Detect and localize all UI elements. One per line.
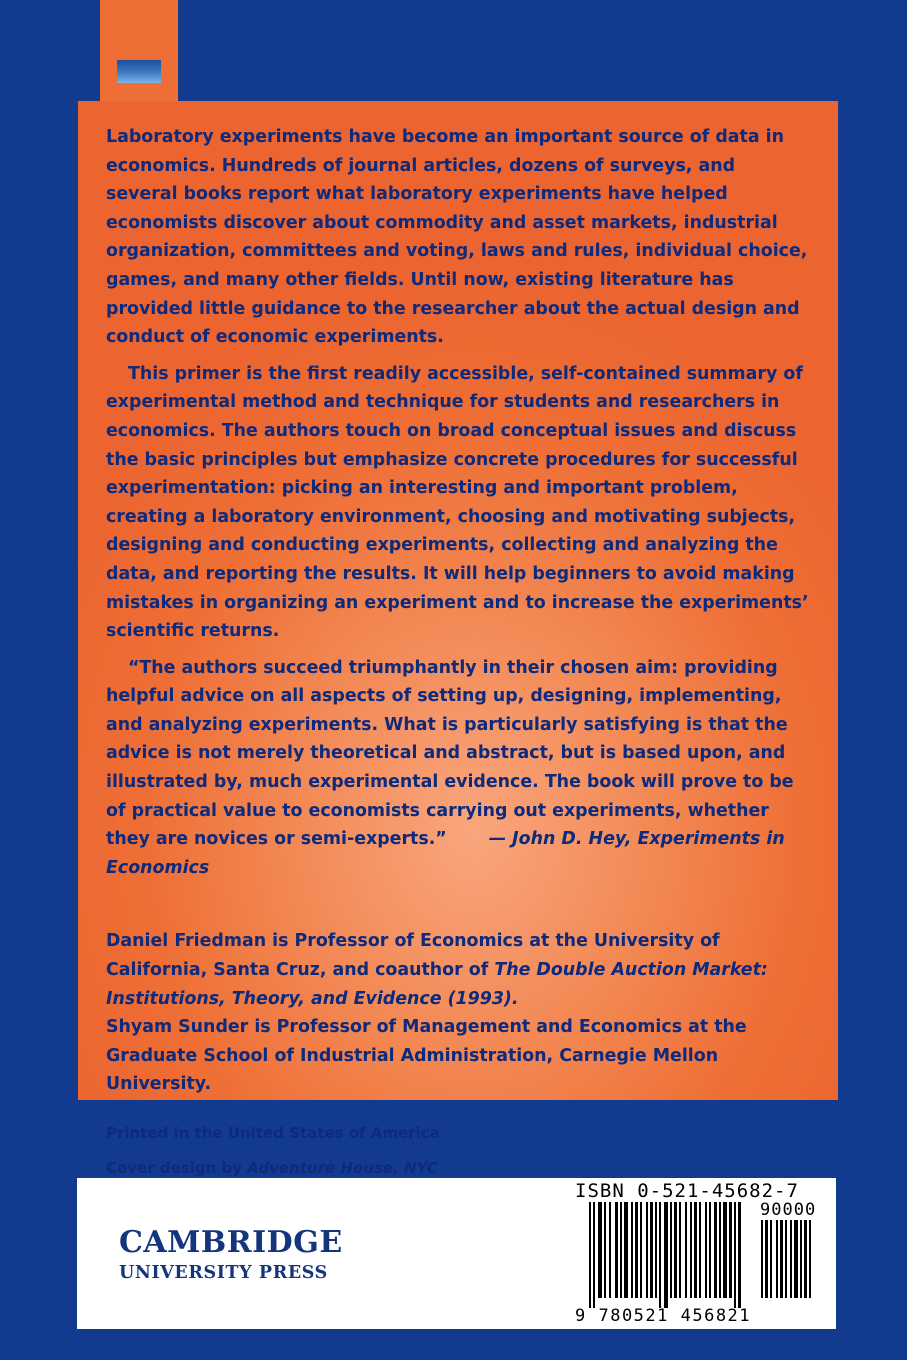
description-panel [78, 101, 838, 1177]
barcode-bar [646, 1202, 648, 1298]
barcode-bar [615, 1202, 618, 1298]
blurb-paragraph-2: This primer is the first readily accessible, self-contained summary of experimental method and technique for students and researchers in economics. The authors touch on broad conceptual issues and discuss the basic principles but emphasize concrete procedures for successful experimentation: picking an interesting and important problem, creating a laboratory environment, choosing and motivating subjects, designing and conducting experiments, collecting and analyzing the data, and reporting the results. It will help beginners to avoid making mistakes in organizing an experiment and to increase the experiments’ scientific returns. [106, 363, 809, 642]
publisher-name-line2: UNIVERSITY PRESS [119, 1263, 328, 1283]
barcode-bar [659, 1202, 661, 1308]
barcode-bar [709, 1202, 711, 1298]
barcode-bar [690, 1202, 692, 1298]
barcode-bar [699, 1202, 701, 1298]
barcode-bar [609, 1202, 611, 1298]
bio-friedman [106, 927, 810, 1013]
barcode-bar [679, 1202, 681, 1298]
barcode-block [575, 1178, 836, 1329]
barcode-bar [794, 1220, 798, 1298]
cover-design-credit [106, 1158, 810, 1178]
cover-design-label: Cover design by [106, 1159, 248, 1177]
barcode-bar [705, 1202, 707, 1298]
printed-in: Printed in the United States of America [106, 1124, 440, 1142]
isbn-text: ISBN 0-521-45682-7 [575, 1180, 799, 1202]
barcode-bar [694, 1202, 697, 1298]
barcode-bar [635, 1202, 638, 1298]
barcode-bar [640, 1202, 642, 1298]
barcode-bar [723, 1202, 727, 1298]
barcode-bar [790, 1220, 792, 1298]
barcode-bar [809, 1220, 811, 1298]
tab-gradient-swatch [117, 60, 161, 83]
author-bios [106, 927, 810, 1099]
ean-barcode [589, 1202, 757, 1308]
barcode-bar [624, 1202, 628, 1298]
barcode-bar [765, 1220, 768, 1298]
barcode-bar [589, 1202, 591, 1308]
barcode-bar [776, 1220, 778, 1298]
barcode-bar [719, 1202, 721, 1298]
barcode-bar [770, 1220, 772, 1298]
barcode-bar [729, 1202, 732, 1298]
publisher-strip [77, 1178, 836, 1329]
barcode-bar [655, 1202, 657, 1298]
barcode-bar [620, 1202, 622, 1298]
barcode-bar [598, 1202, 602, 1298]
review-quote [106, 654, 810, 883]
cover-top-tab [100, 0, 178, 102]
barcode-bar [670, 1202, 672, 1298]
barcode-bar [685, 1202, 687, 1298]
bio-sunder: Shyam Sunder is Professor of Management and Economics at the Graduate School of Industrial Administration, Carnegie Mellon University. [106, 1017, 747, 1095]
barcode-bar [664, 1202, 668, 1308]
ean-number: 9 780521 456821 [575, 1306, 752, 1326]
bio-friedman-text: Daniel Friedman is Professor of Economics at the University of California, Santa Cruz, and coauthor of [106, 931, 720, 981]
price-code: 90000 [760, 1200, 817, 1220]
publisher-name-line1: CAMBRIDGE [119, 1225, 343, 1260]
bio-friedman-book-title: The Double Auction Market: Institutions, Theory, and Evidence (1993). [106, 960, 768, 1009]
cover-design-name: Adventure House, NYC [247, 1159, 438, 1177]
barcode-bar [604, 1202, 606, 1298]
barcode-bar [785, 1220, 787, 1298]
barcode-bar [714, 1202, 717, 1298]
addon-barcode [761, 1220, 829, 1308]
barcode-bar [738, 1202, 741, 1308]
barcode-bar [631, 1202, 633, 1298]
publisher-logo [119, 1226, 343, 1284]
barcode-bar [804, 1220, 807, 1298]
barcode-bar [650, 1202, 653, 1298]
barcode-bar [761, 1220, 763, 1298]
barcode-bar [734, 1202, 736, 1308]
barcode-bar [674, 1202, 677, 1298]
quote-text: “The authors succeed triumphantly in their chosen aim: providing helpful advice on all aspects of setting up, designing, implementing, and analyzing experiments. What is particularly satisfying is that the advice is not merely theoretical and abstract, but is based upon, and illustrated by, much experimental evidence. The book will prove to be of practical value to economists carrying out experiments, whether they are novices or semi-experts.” [106, 657, 794, 850]
barcode-bar [800, 1220, 802, 1298]
barcode-bar [593, 1202, 595, 1308]
barcode-bar [780, 1220, 783, 1298]
quote-attribution: — John D. Hey, Experiments in Economics [106, 829, 785, 878]
blurb-paragraph-1: Laboratory experiments have become an important source of data in economics. Hundreds of journal articles, dozens of surveys, and several books report what laboratory experiments have helped economists discover about commodity and asset markets, industrial organization, committees and voting, laws and rules, individual choice, games, and many other fields. Until now, existing literature has provided little guidance to the researcher about the actual design and conduct of economic experiments. [106, 127, 808, 348]
